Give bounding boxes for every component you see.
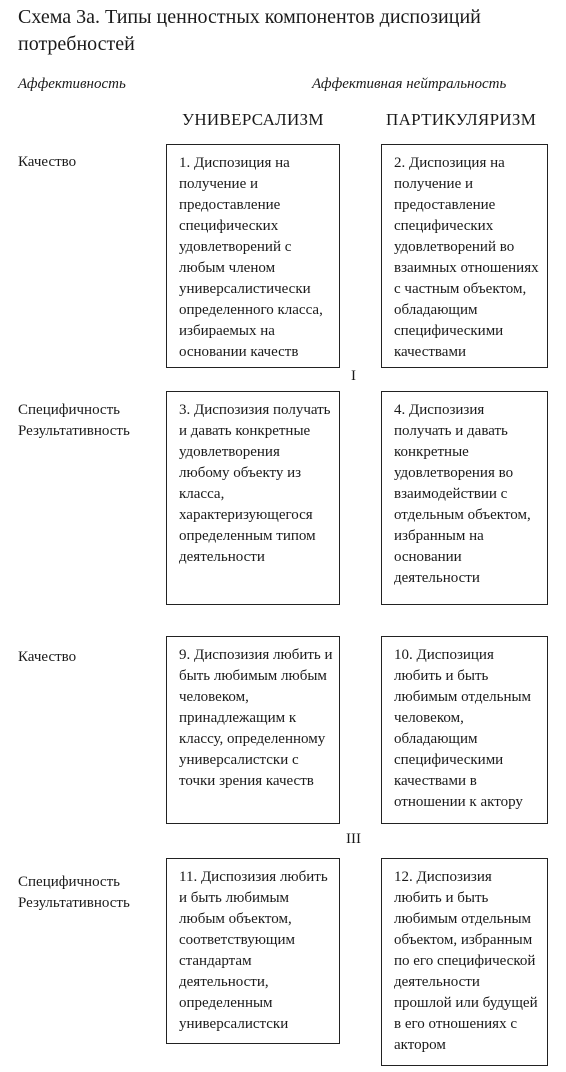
page-title: Схема 3а. Типы ценностных компонентов диспозиций потребностей [18,6,481,55]
row-label-quality-2: Качество [18,649,77,665]
header-affective-neutrality: Аффективная нейтральность [312,76,507,92]
row-label-specificity-2: Специфичность Результативность [18,874,130,911]
header-affectivity: Аффективность [18,76,126,92]
roman-numeral-III: III [346,831,361,847]
column-head-particularism: ПАРТИКУЛЯРИЗМ [386,110,537,129]
row-label-quality-1: Качество [18,154,77,170]
row-label-specificity-1: Специфичность Результативность [18,402,130,439]
cell-12: 12. Диспозизия любить и быть любимым отдельным объектом, избранным по его специфической деятельности прошлой или будущей в его отношениях с актором [381,858,548,1066]
column-head-universalism: УНИВЕРСАЛИЗМ [182,110,324,129]
cell-9: 9. Диспозизия любить и быть любимым любым человеком, принадлежащим к классу, определенному универсалистски с точки зрения качеств [166,636,340,824]
cell-2: 2. Диспозиция на получение и предоставление специфических удовлетворений во взаимных отношениях с частным объектом, обладающим специфическими качествами [381,144,548,368]
cell-4: 4. Диспозизия получать и давать конкретные удовлетворения во взаимодействии с отдельным объектом, избранным на основании деятельности [381,391,548,605]
cell-10: 10. Диспозиция любить и быть любимым отдельным человеком, обладающим специфическими качествами в отношении к актору [381,636,548,824]
cell-1: 1. Диспозиция на получение и предоставление специфических удовлетворений с любым членом универсалистически определенного класса, избираемых на основании качеств [166,144,340,368]
cell-11: 11. Диспозизия любить и быть любимым любым объектом, соответствующим стандартам деятельности, определенным универсалистски [166,858,340,1044]
cell-3: 3. Диспозизия получать и давать конкретные удовлетворения любому объекту из класса, характеризующегося определенным типом деятельности [166,391,340,605]
roman-numeral-I: I [351,368,356,384]
